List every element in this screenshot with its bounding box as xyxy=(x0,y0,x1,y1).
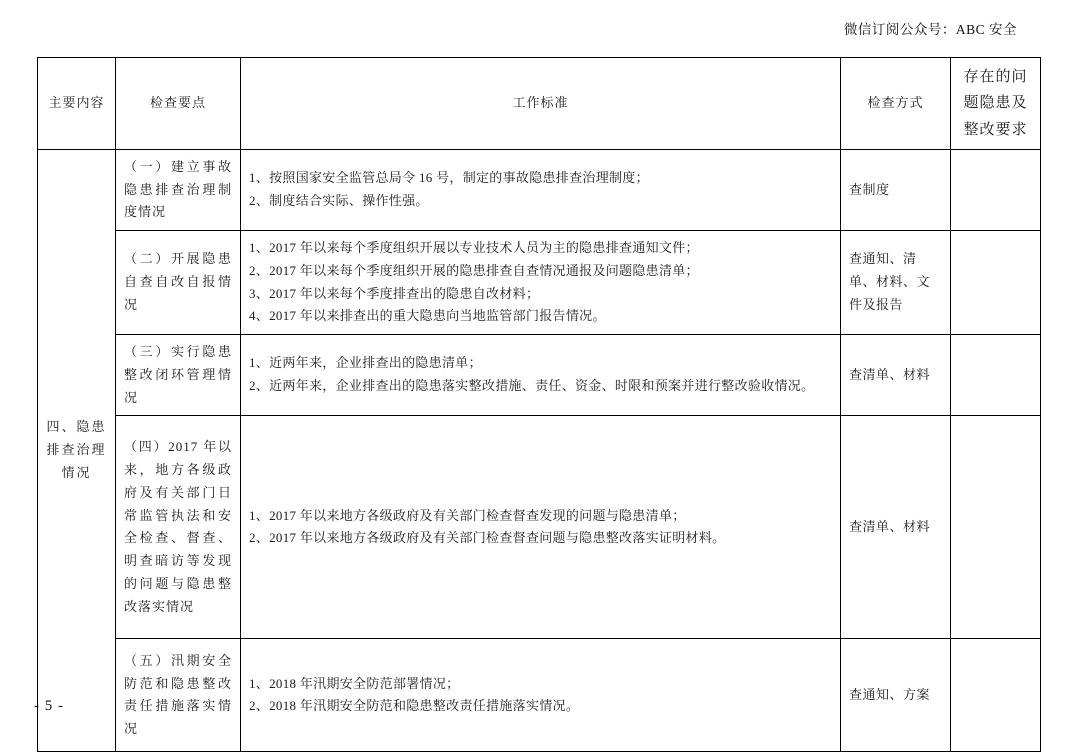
inspection-point-cell: （四）2017 年以来，地方各级政府及有关部门日常监管执法和安全检查、督查、明查暗访等发现的问题与隐患整改落实情况 xyxy=(116,416,241,639)
standard-line: 2、近两年来，企业排查出的隐患落实整改措施、责任、资金、时限和预案并进行整改验收情况。 xyxy=(249,378,815,394)
page-watermark-header: 微信订阅公众号：ABC 安全 xyxy=(843,22,1017,37)
standard-line: 4、2017 年以来排查出的重大隐患向当地监管部门报告情况。 xyxy=(249,308,606,324)
standard-line: 1、近两年来，企业排查出的隐患清单； xyxy=(249,355,482,371)
work-standard-cell xyxy=(241,416,841,639)
category-cell: 四、隐患排查治理情况 xyxy=(38,149,116,752)
existing-issue-cell xyxy=(951,149,1041,230)
inspection-table-container xyxy=(37,57,1040,752)
table-row xyxy=(38,231,1041,335)
standard-line: 1、按照国家安全监管总局令 16 号，制定的事故隐患排查治理制度； xyxy=(249,170,649,186)
inspection-point-cell: （五）汛期安全防范和隐患整改责任措施落实情况 xyxy=(116,639,241,752)
column-header-work-standard: 工作标准 xyxy=(241,58,841,150)
standard-line: 1、2017 年以来地方各级政府及有关部门检查督查发现的问题与隐患清单； xyxy=(249,507,686,523)
inspection-method-cell: 查清单、材料 xyxy=(841,416,951,639)
work-standard-cell xyxy=(241,335,841,416)
standard-line: 2、2018 年汛期安全防范和隐患整改责任措施落实情况。 xyxy=(249,698,580,714)
standard-line: 2、2017 年以来地方各级政府及有关部门检查督查问题与隐患整改落实证明材料。 xyxy=(249,530,726,546)
page-number: - 5 - xyxy=(34,698,64,714)
inspection-point-cell: （一）建立事故隐患排查治理制度情况 xyxy=(116,149,241,230)
inspection-method-cell: 查通知、清单、材料、文件及报告 xyxy=(841,231,951,335)
inspection-method-cell: 查制度 xyxy=(841,149,951,230)
existing-issue-cell xyxy=(951,335,1041,416)
table-header-row xyxy=(38,58,1041,150)
standard-line: 2、制度结合实际、操作性强。 xyxy=(249,192,429,208)
column-header-existing-issues: 存在的问题隐患及整改要求 xyxy=(951,58,1041,150)
table-row xyxy=(38,639,1041,752)
standard-line: 1、2018 年汛期安全防范部署情况； xyxy=(249,675,460,691)
inspection-point-cell: （三）实行隐患整改闭环管理情况 xyxy=(116,335,241,416)
existing-issue-cell xyxy=(951,416,1041,639)
existing-issue-cell xyxy=(951,639,1041,752)
column-header-main-content: 主要内容 xyxy=(38,58,116,150)
table-row xyxy=(38,149,1041,230)
work-standard-cell xyxy=(241,149,841,230)
standard-line: 2、2017 年以来每个季度组织开展的隐患排查自查情况通报及问题隐患清单； xyxy=(249,262,699,278)
standard-line: 1、2017 年以来每个季度组织开展以专业技术人员为主的隐患排查通知文件； xyxy=(249,240,699,255)
inspection-method-cell: 查清单、材料 xyxy=(841,335,951,416)
work-standard-cell xyxy=(241,639,841,752)
inspection-point-cell: （二）开展隐患自查自改自报情况 xyxy=(116,231,241,335)
table-body xyxy=(38,149,1041,752)
inspection-method-cell: 查通知、方案 xyxy=(841,639,951,752)
inspection-table xyxy=(37,57,1041,752)
table-row xyxy=(38,416,1041,639)
column-header-inspection-method: 检查方式 xyxy=(841,58,951,150)
standard-line: 3、2017 年以来每个季度排查出的隐患自改材料； xyxy=(249,285,540,301)
column-header-inspection-point: 检查要点 xyxy=(116,58,241,150)
table-row xyxy=(38,335,1041,416)
work-standard-cell xyxy=(241,231,841,335)
existing-issue-cell xyxy=(951,231,1041,335)
